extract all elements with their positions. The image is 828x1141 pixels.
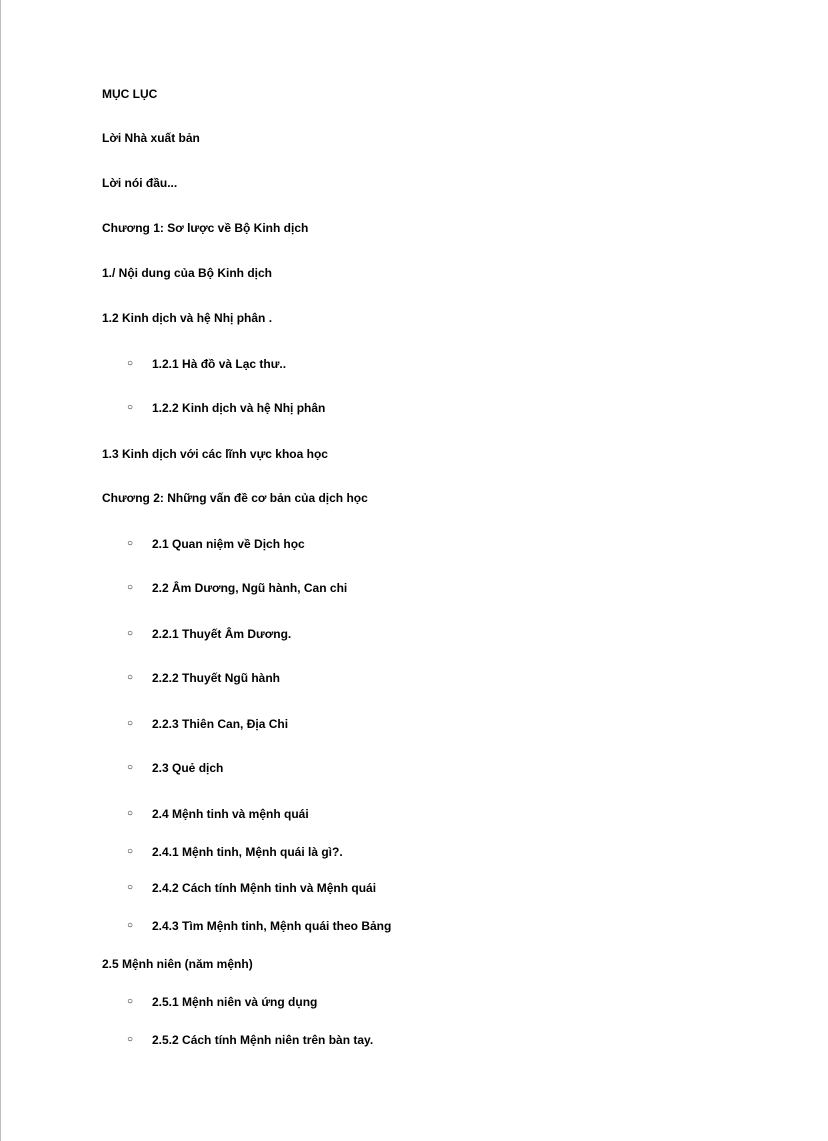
toc-entry: 2.5.1 Mệnh niên và ứng dụng: [152, 995, 318, 1009]
toc-entry: 2.4.2 Cách tính Mệnh tinh và Mệnh quái: [152, 881, 377, 895]
toc-entry: 2.2.2 Thuyết Ngũ hành: [152, 671, 281, 685]
bullet-icon: ○: [127, 846, 134, 857]
toc-entry: Lời nói đầu...: [102, 176, 178, 190]
bullet-icon: ○: [127, 538, 134, 549]
bullet-icon: ○: [127, 882, 134, 893]
toc-entry: 1.2 Kinh dịch và hệ Nhị phân .: [102, 311, 273, 325]
toc-entry: 1.2.1 Hà đồ và Lạc thư..: [152, 357, 287, 371]
toc-entry: 2.2.3 Thiên Can, Địa Chi: [152, 717, 289, 731]
toc-entry: 1.3 Kinh dịch với các lĩnh vực khoa học: [102, 447, 328, 461]
toc-entry: 2.1 Quan niệm về Dịch học: [152, 537, 305, 551]
toc-entry: 2.4.3 Tìm Mệnh tinh, Mệnh quái theo Bảng: [152, 919, 392, 933]
toc-entry: Lời Nhà xuất bản: [102, 131, 200, 145]
toc-entry: 2.5.2 Cách tính Mệnh niên trên bàn tay.: [152, 1033, 374, 1047]
bullet-icon: ○: [127, 920, 134, 931]
toc-entry: Chương 2: Những vấn đề cơ bản của dịch học: [102, 491, 368, 505]
toc-title: MỤC LỤC: [102, 87, 158, 101]
toc-entry: 2.4.1 Mệnh tinh, Mệnh quái là gì?.: [152, 845, 343, 859]
bullet-icon: ○: [127, 358, 134, 369]
bullet-icon: ○: [127, 628, 134, 639]
toc-entry: 2.2.1 Thuyết Âm Dương.: [152, 627, 292, 641]
bullet-icon: ○: [127, 1034, 134, 1045]
toc-entry: 2.4 Mệnh tinh và mệnh quái: [152, 807, 309, 821]
toc-entry: 2.5 Mệnh niên (năm mệnh): [102, 957, 253, 971]
bullet-icon: ○: [127, 718, 134, 729]
toc-entry: Chương 1: Sơ lược về Bộ Kinh dịch: [102, 221, 309, 235]
toc-entry: 2.2 Âm Dương, Ngũ hành, Can chi: [152, 581, 348, 595]
bullet-icon: ○: [127, 762, 134, 773]
bullet-icon: ○: [127, 582, 134, 593]
bullet-icon: ○: [127, 808, 134, 819]
toc-entry: 1./ Nội dung của Bộ Kinh dịch: [102, 266, 272, 280]
toc-entry: 2.3 Quẻ dịch: [152, 761, 224, 775]
bullet-icon: ○: [127, 672, 134, 683]
bullet-icon: ○: [127, 996, 134, 1007]
bullet-icon: ○: [127, 402, 134, 413]
toc-entry: 1.2.2 Kinh dịch và hệ Nhị phân: [152, 401, 326, 415]
